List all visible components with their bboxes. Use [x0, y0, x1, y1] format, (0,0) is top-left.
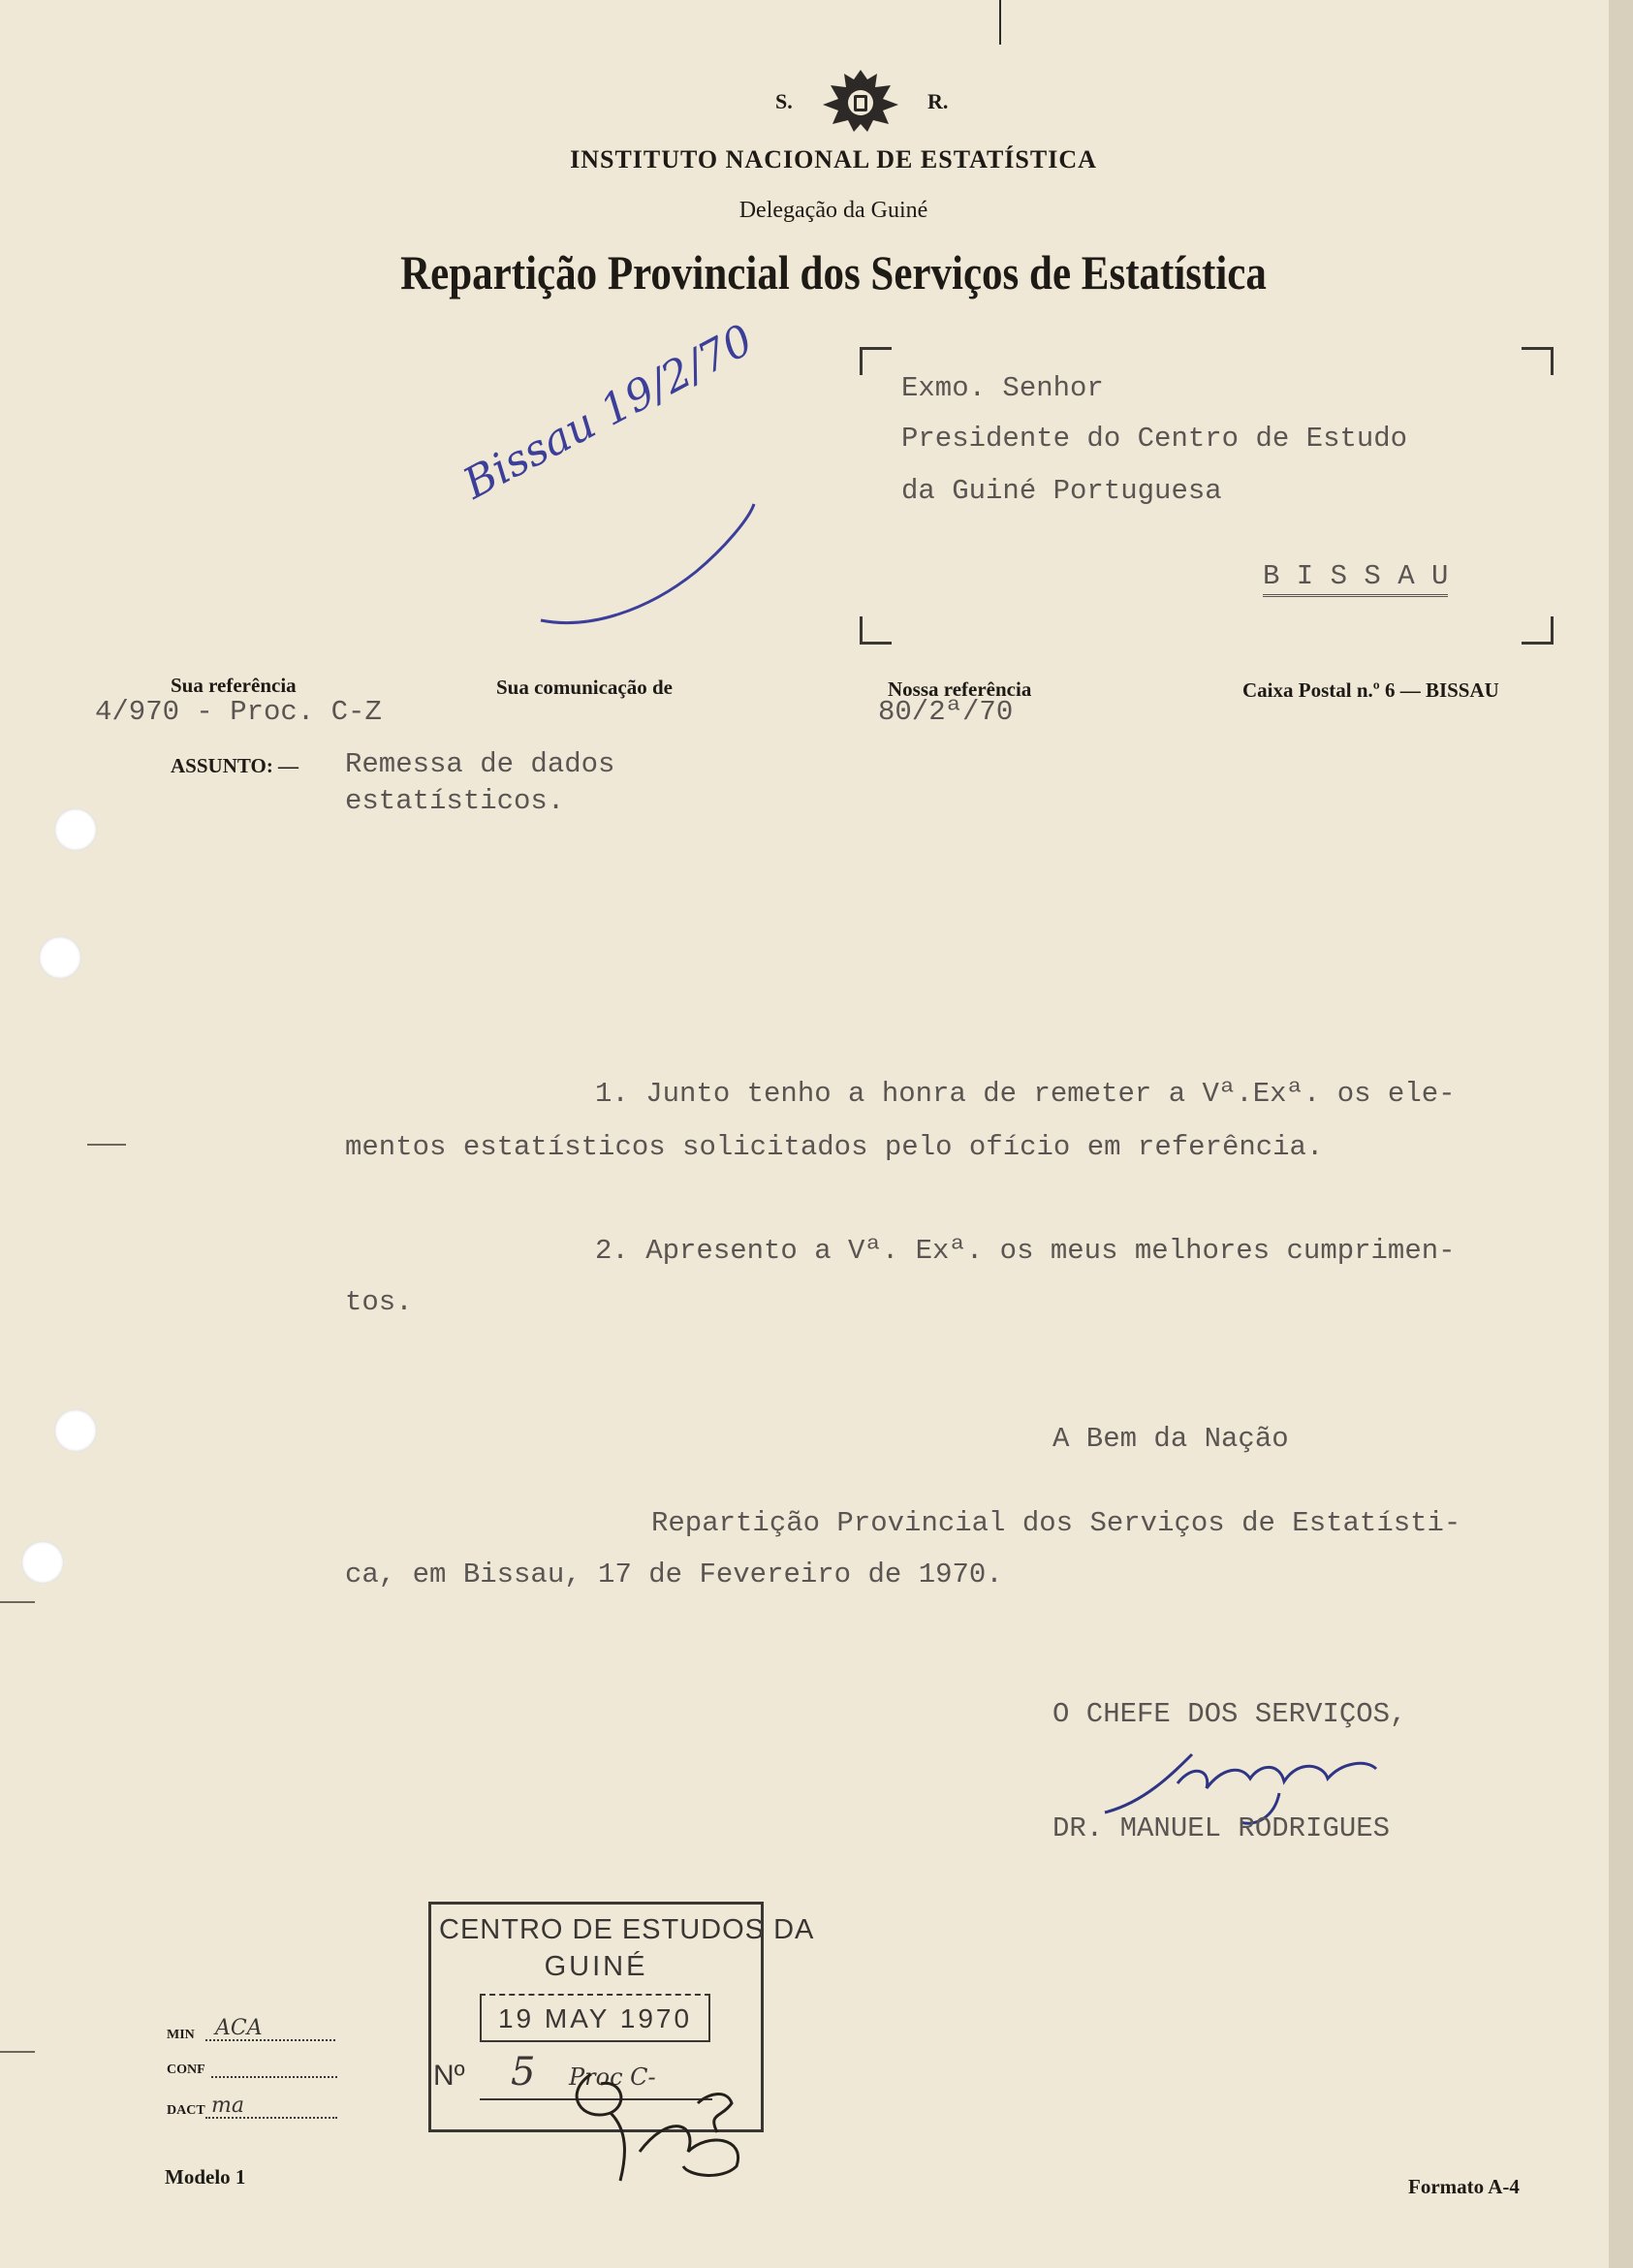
address-corner-bl [860, 616, 892, 645]
address-corner-tr [1522, 347, 1554, 375]
place-date-line-2: ca, em Bissau, 17 de Fevereiro de 1970. [345, 1559, 1003, 1591]
dact-value: ma [211, 2094, 244, 2118]
your-reference-value: 4/970 - Proc. C-Z [95, 696, 382, 728]
stamp-line-1: CENTRO DE ESTUDOS DA [439, 1914, 815, 1945]
subject-label: ASSUNTO: — [171, 754, 299, 777]
subject-line-2: estatísticos. [345, 785, 565, 817]
department-name: Repartição Provincial dos Serviços de Estatística [400, 245, 1267, 299]
paragraph-2-line-1: 2. Apresento a Vª. Exª. os meus melhores cumprimen- [595, 1235, 1456, 1267]
fold-mark-top [999, 0, 1001, 45]
signatory-name: DR. MANUEL RODRIGUES [1052, 1812, 1391, 1844]
margin-mark-1 [87, 1144, 126, 1146]
closing-formula: A Bem da Nação [1052, 1423, 1289, 1455]
institute-name: INSTITUTO NACIONAL DE ESTATÍSTICA [570, 145, 1097, 173]
place-date-line-1: Repartição Provincial dos Serviços de Estatísti- [651, 1507, 1461, 1539]
your-communication-label: Sua comunicação de [496, 676, 674, 699]
po-box: Caixa Postal n.º 6 — BISSAU [1242, 678, 1499, 702]
stamp-date: 19 MAY 1970 [497, 2003, 693, 2033]
conf-line [211, 2076, 337, 2078]
stamp-number-label: Nº [433, 2060, 465, 2092]
stamp-line-2: GUINÉ [544, 1951, 648, 1982]
paragraph-1-line-1: 1. Junto tenho a honra de remeter a Vª.Exª. os ele- [595, 1078, 1456, 1110]
paper-format: Formato A-4 [1408, 2175, 1520, 2198]
stamp-date-box [480, 1994, 710, 2042]
handwritten-flourish [531, 475, 764, 640]
handwritten-note-text: Bissau 19/2/70 [455, 315, 762, 510]
signatory-title: O CHEFE DOS SERVIÇOS, [1052, 1698, 1407, 1730]
handwritten-initials [552, 2045, 785, 2190]
delegation-name: Delegação da Guiné [738, 198, 928, 223]
min-value: ACA [215, 2016, 263, 2040]
min-label: MIN [167, 2028, 195, 2042]
addressee-salutation: Exmo. Senhor [901, 372, 1104, 404]
model-number: Modelo 1 [165, 2165, 246, 2189]
punch-hole-4 [21, 1541, 64, 1584]
your-reference-label: Sua referência [171, 674, 297, 697]
margin-mark-3 [0, 2051, 35, 2053]
paragraph-1-line-2: mentos estatísticos solicitados pelo ofício em referência. [345, 1131, 1324, 1163]
emblem-left-initial: S. [775, 89, 793, 113]
subject-line-1: Remessa de dados [345, 748, 615, 780]
address-corner-tl [860, 347, 892, 375]
margin-mark-2 [0, 1601, 35, 1603]
our-reference-label: Nossa referência [888, 677, 1032, 701]
addressee-organization: da Guiné Portuguesa [901, 475, 1222, 507]
scanner-background [1609, 0, 1633, 2268]
stamp-number-value: 5 [511, 2050, 536, 2095]
coat-of-arms-icon [817, 66, 904, 136]
our-reference-value: 80/2ª/70 [878, 696, 1014, 728]
punch-hole-3 [54, 1409, 97, 1452]
paragraph-2-line-2: tos. [345, 1286, 413, 1318]
conf-label: CONF [167, 2063, 205, 2077]
emblem-right-initial: R. [927, 89, 949, 113]
dact-label: DACT [167, 2103, 205, 2118]
stamp-proc-label: Proc C- [569, 2063, 656, 2091]
addressee-city: B I S S A U [1263, 560, 1448, 597]
punch-hole-1 [54, 808, 97, 851]
punch-hole-2 [39, 936, 81, 979]
address-corner-br [1522, 616, 1554, 645]
addressee-title: Presidente do Centro de Estudo [901, 423, 1408, 455]
